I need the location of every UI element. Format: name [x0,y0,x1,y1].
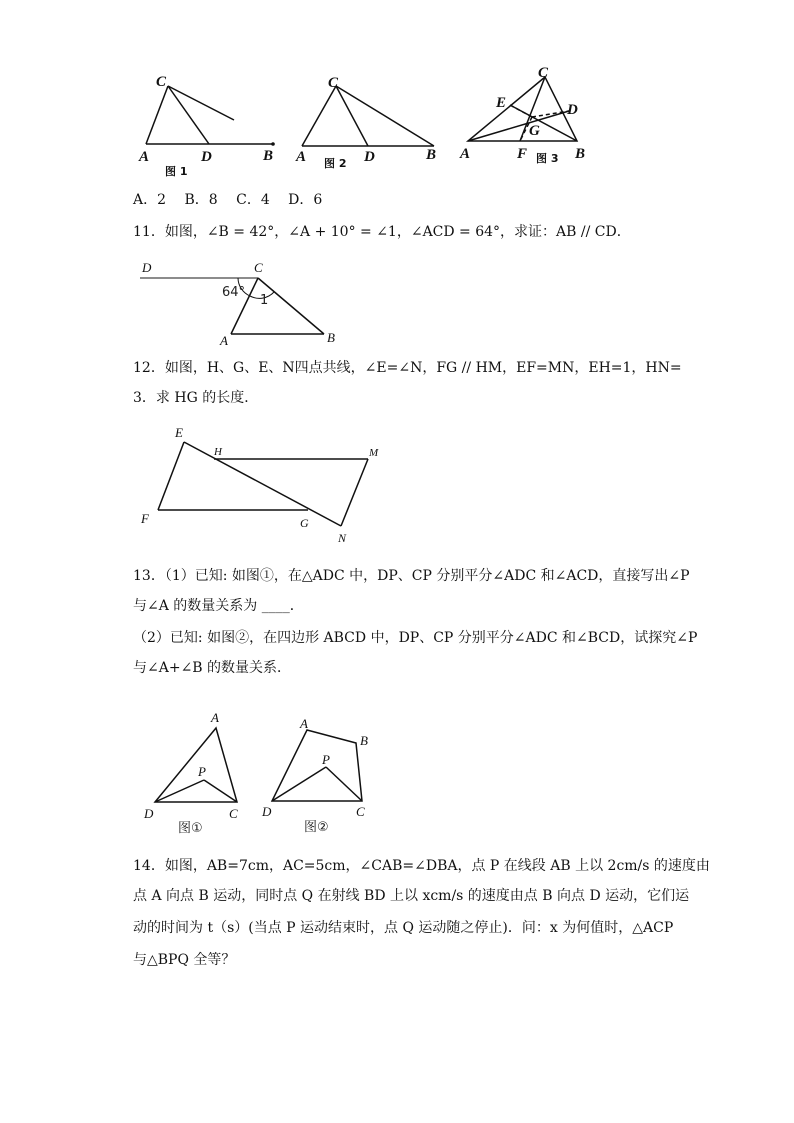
label-b: B [263,148,274,164]
segment-cd [168,86,209,144]
point-b [271,142,275,146]
label-p: P [322,752,330,767]
q14-line-4: 与△BPQ 全等？ [133,952,236,968]
label-d: D [142,260,152,275]
q13-line-1: 13．（1）已知: 如图①，在△ADC 中，DP、CP 分别平分∠ADC 和∠ACD，直接写出∠P [133,568,690,584]
label-g: G [300,516,309,530]
q13-line-2: 与∠A 的数量关系为 ____． [133,598,304,614]
q12-line-2: 3．求 HG 的长度． [133,390,259,406]
segment-dp [155,780,204,802]
label-f: F [517,146,528,162]
label-e: E [496,95,507,111]
q13-figure-2 [258,710,388,840]
q12-figure-svg [138,422,388,547]
q13-figure-1 [138,708,258,838]
q12-figure [138,422,388,547]
caption: 图① [178,821,203,836]
label-d: D [201,149,212,165]
label-n: N [338,531,347,545]
segment-ca [146,86,168,144]
label-b: B [327,330,335,345]
label-g: G [529,123,540,139]
q10-figure-3 [456,62,596,172]
figure-1-svg [130,68,290,183]
q13-figure-1-svg [138,708,258,838]
q14-line-3: 动的时间为 t（s）(当点 P 运动结束时，点 Q 运动随之停止)．问：x 为何值时，△ACP [133,920,674,936]
label-h: H [214,446,222,458]
ray-from-c [168,86,234,120]
label-b: B [360,733,368,748]
label-a: A [211,710,219,725]
quadrilateral-abcd [272,730,362,801]
label-d: D [364,149,375,165]
label-d: D [144,806,154,821]
caption: 图 1 [165,165,188,178]
q10-options: A．2 B．8 C．4 D．6 [133,192,323,208]
segment-cb [336,86,434,146]
label-a: A [139,149,150,165]
label-b: B [426,147,437,163]
segment-ef [158,442,184,510]
label-c: C [156,74,167,90]
label-a: A [460,146,471,162]
q13-line-4: 与∠A+∠B 的数量关系． [133,660,292,676]
triangle-adc [155,728,237,802]
q10-figure-1 [130,68,290,183]
label-c: C [356,804,365,819]
q11-text: 11．如图，∠B = 42°，∠A + 10° = ∠1，∠ACD = 64°，求证：AB // CD． [133,224,631,240]
segment-en [184,442,341,526]
label-e: E [175,425,183,440]
caption: 图 2 [324,157,347,170]
figure-2-svg [292,68,452,183]
label-a: A [300,716,308,731]
label-c: C [229,806,238,821]
segment-mn [341,459,368,526]
label-p: P [198,764,206,779]
segment-pc [326,767,362,801]
label-f: F [141,511,149,526]
q10-figure-2 [292,68,452,183]
q13-line-3: （2）已知: 如图②，在四边形 ABCD 中，DP、CP 分别平分∠ADC 和∠BCD，试探究∠P [133,630,698,646]
label-m: M [369,447,379,459]
figure-3-svg [456,62,596,172]
label-d: D [262,804,272,819]
label-c: C [538,65,549,81]
q11-figure [138,256,358,351]
segment-ad [468,111,569,141]
q14-line-2: 点 A 向点 B 运动，同时点 Q 在射线 BD 上以 xcm/s 的速度由点 B 向点 D 运动，它们运 [133,888,690,904]
label-c: C [254,260,263,275]
label-a: A [220,333,228,348]
label-a: A [296,149,307,165]
q14-line-1: 14．如图，AB=7cm，AC=5cm，∠CAB=∠DBA，点 P 在线段 AB 上以 2cm/s 的速度由 [133,858,710,874]
q13-figure-2-svg [258,710,388,840]
label-c: C [328,75,339,91]
label-d: D [567,102,578,118]
segment-ca [302,86,336,146]
q11-figure-svg [138,256,358,351]
caption: 图② [304,820,329,835]
caption: 图 3 [536,152,559,165]
label-angle-1: 1 [260,293,269,308]
label-b: B [575,146,586,162]
q12-line-1: 12．如图，H、G、E、N四点共线，∠E=∠N，FG // HM，EF=MN，EH=1，HN= [133,360,682,376]
label-64-degrees: 64° [222,285,246,300]
